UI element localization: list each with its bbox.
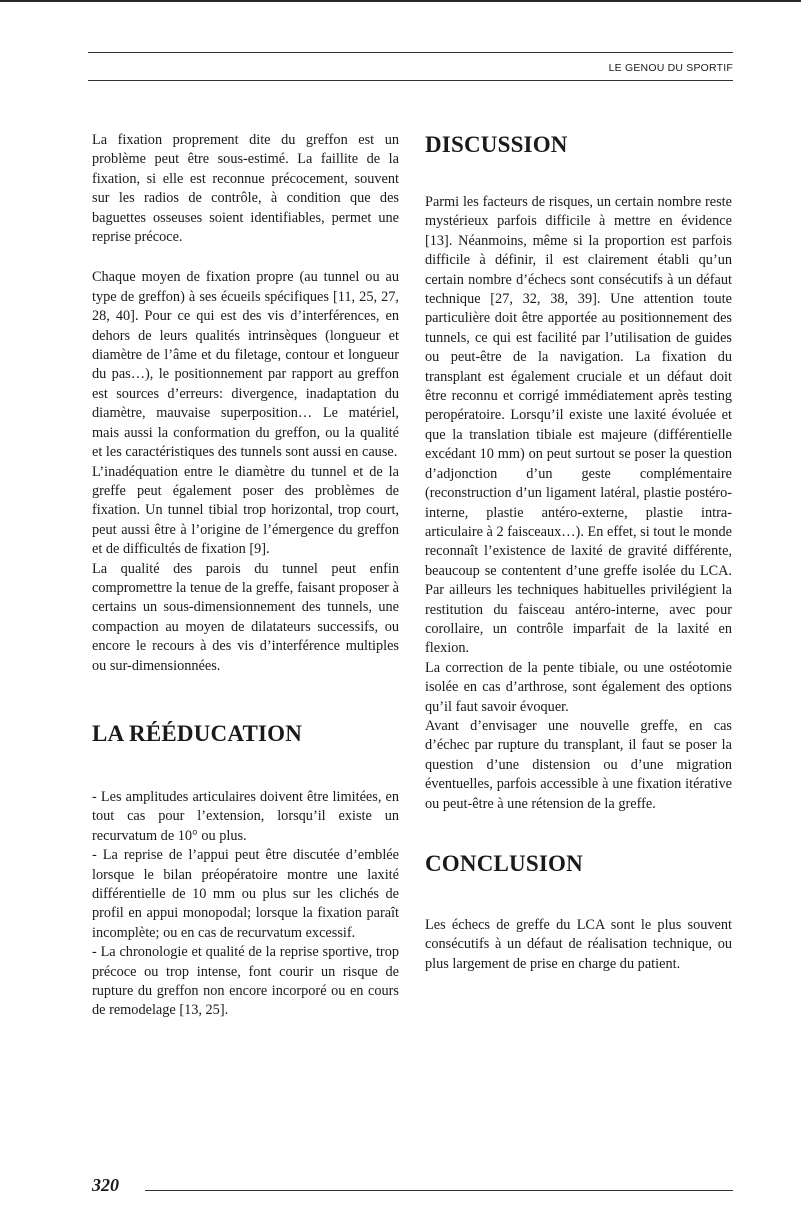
- section-heading-discussion: DISCUSSION: [425, 132, 568, 157]
- page-number: 320: [92, 1175, 119, 1195]
- running-head: LE GENOU DU SPORTIF: [608, 62, 733, 74]
- header-rule-bottom: [88, 80, 733, 81]
- paragraph: L’inadéquation entre le diamètre du tunnel et de la greffe peut également poser des problèmes de fixation. Un tunnel tibial trop horizontal, trop court, peut aussi être à l’origine de l’émergence du greffon et de difficultés de fixation [9].: [92, 463, 399, 558]
- list-item: - Les amplitudes articulaires doivent être limitées, en tout cas pour l’extension, lorsqu’il existe un recurvatum de 10° ou plus.: [92, 788, 399, 844]
- page-top-edge: [0, 0, 801, 2]
- paragraph: La qualité des parois du tunnel peut enfin compromettre la tenue de la greffe, faisant proposer à certains un sous-dimensionnement des tunnels, une compaction au moyen de dilatateurs successifs, ou encore le recours à des vis d’interférence multiples ou sur-dimensionnées.: [92, 560, 399, 674]
- list-item: - La chronologie et qualité de la reprise sportive, trop précoce ou trop intense, font courir un risque de rupture du greffon non encore incorporé ou en cours de remodelage [13, 25].: [92, 944, 399, 1019]
- paragraph: La fixation proprement dite du greffon est un problème peut être sous-estimé. La faillite de la fixation, si elle est reconnue précocement, souvent sur les radios de contrôle, à condition que des baguettes osseuses soient identifiables, permet une reprise précoce.: [92, 132, 399, 246]
- paragraph: Chaque moyen de fixation propre (au tunnel ou au type de greffon) à ses écueils spécifiques [11, 25, 27, 28, 40]. Pour ce qui est des vis d’interférences, en dehors de leurs qualités intrinsèques (longueur et diamètre de l’âme et du filetage, contour et longueur du pas…), le positionnement par rapport au greffon est sources d’erreurs: divergence, inadaptation du diamètre, mauvaise superposition… Le matériel, mais aussi la conformation du greffon, ou la qualité et les caractéristiques des tunnels sont aussi en cause.: [92, 269, 399, 461]
- section-heading-conclusion: CONCLUSION: [425, 851, 583, 876]
- header-rule-top: [88, 52, 733, 53]
- paragraph: La correction de la pente tibiale, ou une ostéotomie isolée en cas d’arthrose, sont également des options qu’il faut savoir évoquer.: [425, 659, 732, 715]
- paragraph: Avant d’envisager une nouvelle greffe, en cas d’échec par rupture du transplant, il faut se poser la question d’une distension ou d’une migration éventuelles, parfois accessible à une fixation itérative ou peut-être à une rétension de la greffe.: [425, 717, 732, 812]
- section-heading-reeducation: LA RÉÉDUCATION: [92, 720, 303, 746]
- footer-rule: [145, 1190, 733, 1191]
- paragraph: Parmi les facteurs de risques, un certain nombre reste mystérieux parfois difficile à mettre en évidence [13]. Néanmoins, même si la proportion est parfois difficile à définir, il est clairement établi qu’un certain nombre d’échecs sont consécutifs à un défaut technique [27, 32, 38, 39]. Une attention toute particulière doit être apportée au positionnement des tunnels, ce qui est facilité par l’utilisation de guides ou peut-être de la navigation. La fixation du transplant est également cruciale et un défaut doit être reconnu et corrigé immédiatement après testing peropératoire. Lorsqu’il existe une laxité évoluée et que la translation tibiale est majeure (différentielle excédant 10 mm) on peut surtout se poser la question d’adjonction d’un geste complémentaire (reconstruction d’un ligament latéral, plastie postéro-interne, plastie antéro-externe, plastie intra-articulaire à 2 faisceaux…). En effet, si tout le monde reconnaît l’existence de laxité de gravité différente, beaucoup se contentent d’une greffe isolée du LCA. Par ailleurs les techniques habituelles privilégient la restitution du faisceau antéro-interne, avec pour corollaire, un contrôle imparfait de la laxité en flexion.: [425, 194, 732, 657]
- right-column: [425, 131, 732, 974]
- left-column: [92, 131, 399, 1021]
- list-item: - La reprise de l’appui peut être discutée d’emblée lorsque le bilan préopératoire montre une laxité différentielle de 10 mm ou plus sur les clichés de profil en appui monopodal; lorsque la fixation paraît incomplète; ou en cas de recurvatum excessif.: [92, 847, 399, 941]
- paragraph: Les échecs de greffe du LCA sont le plus souvent consécutifs à un défaut de réalisation technique, ou plus largement de prise en charge du patient.: [425, 917, 732, 972]
